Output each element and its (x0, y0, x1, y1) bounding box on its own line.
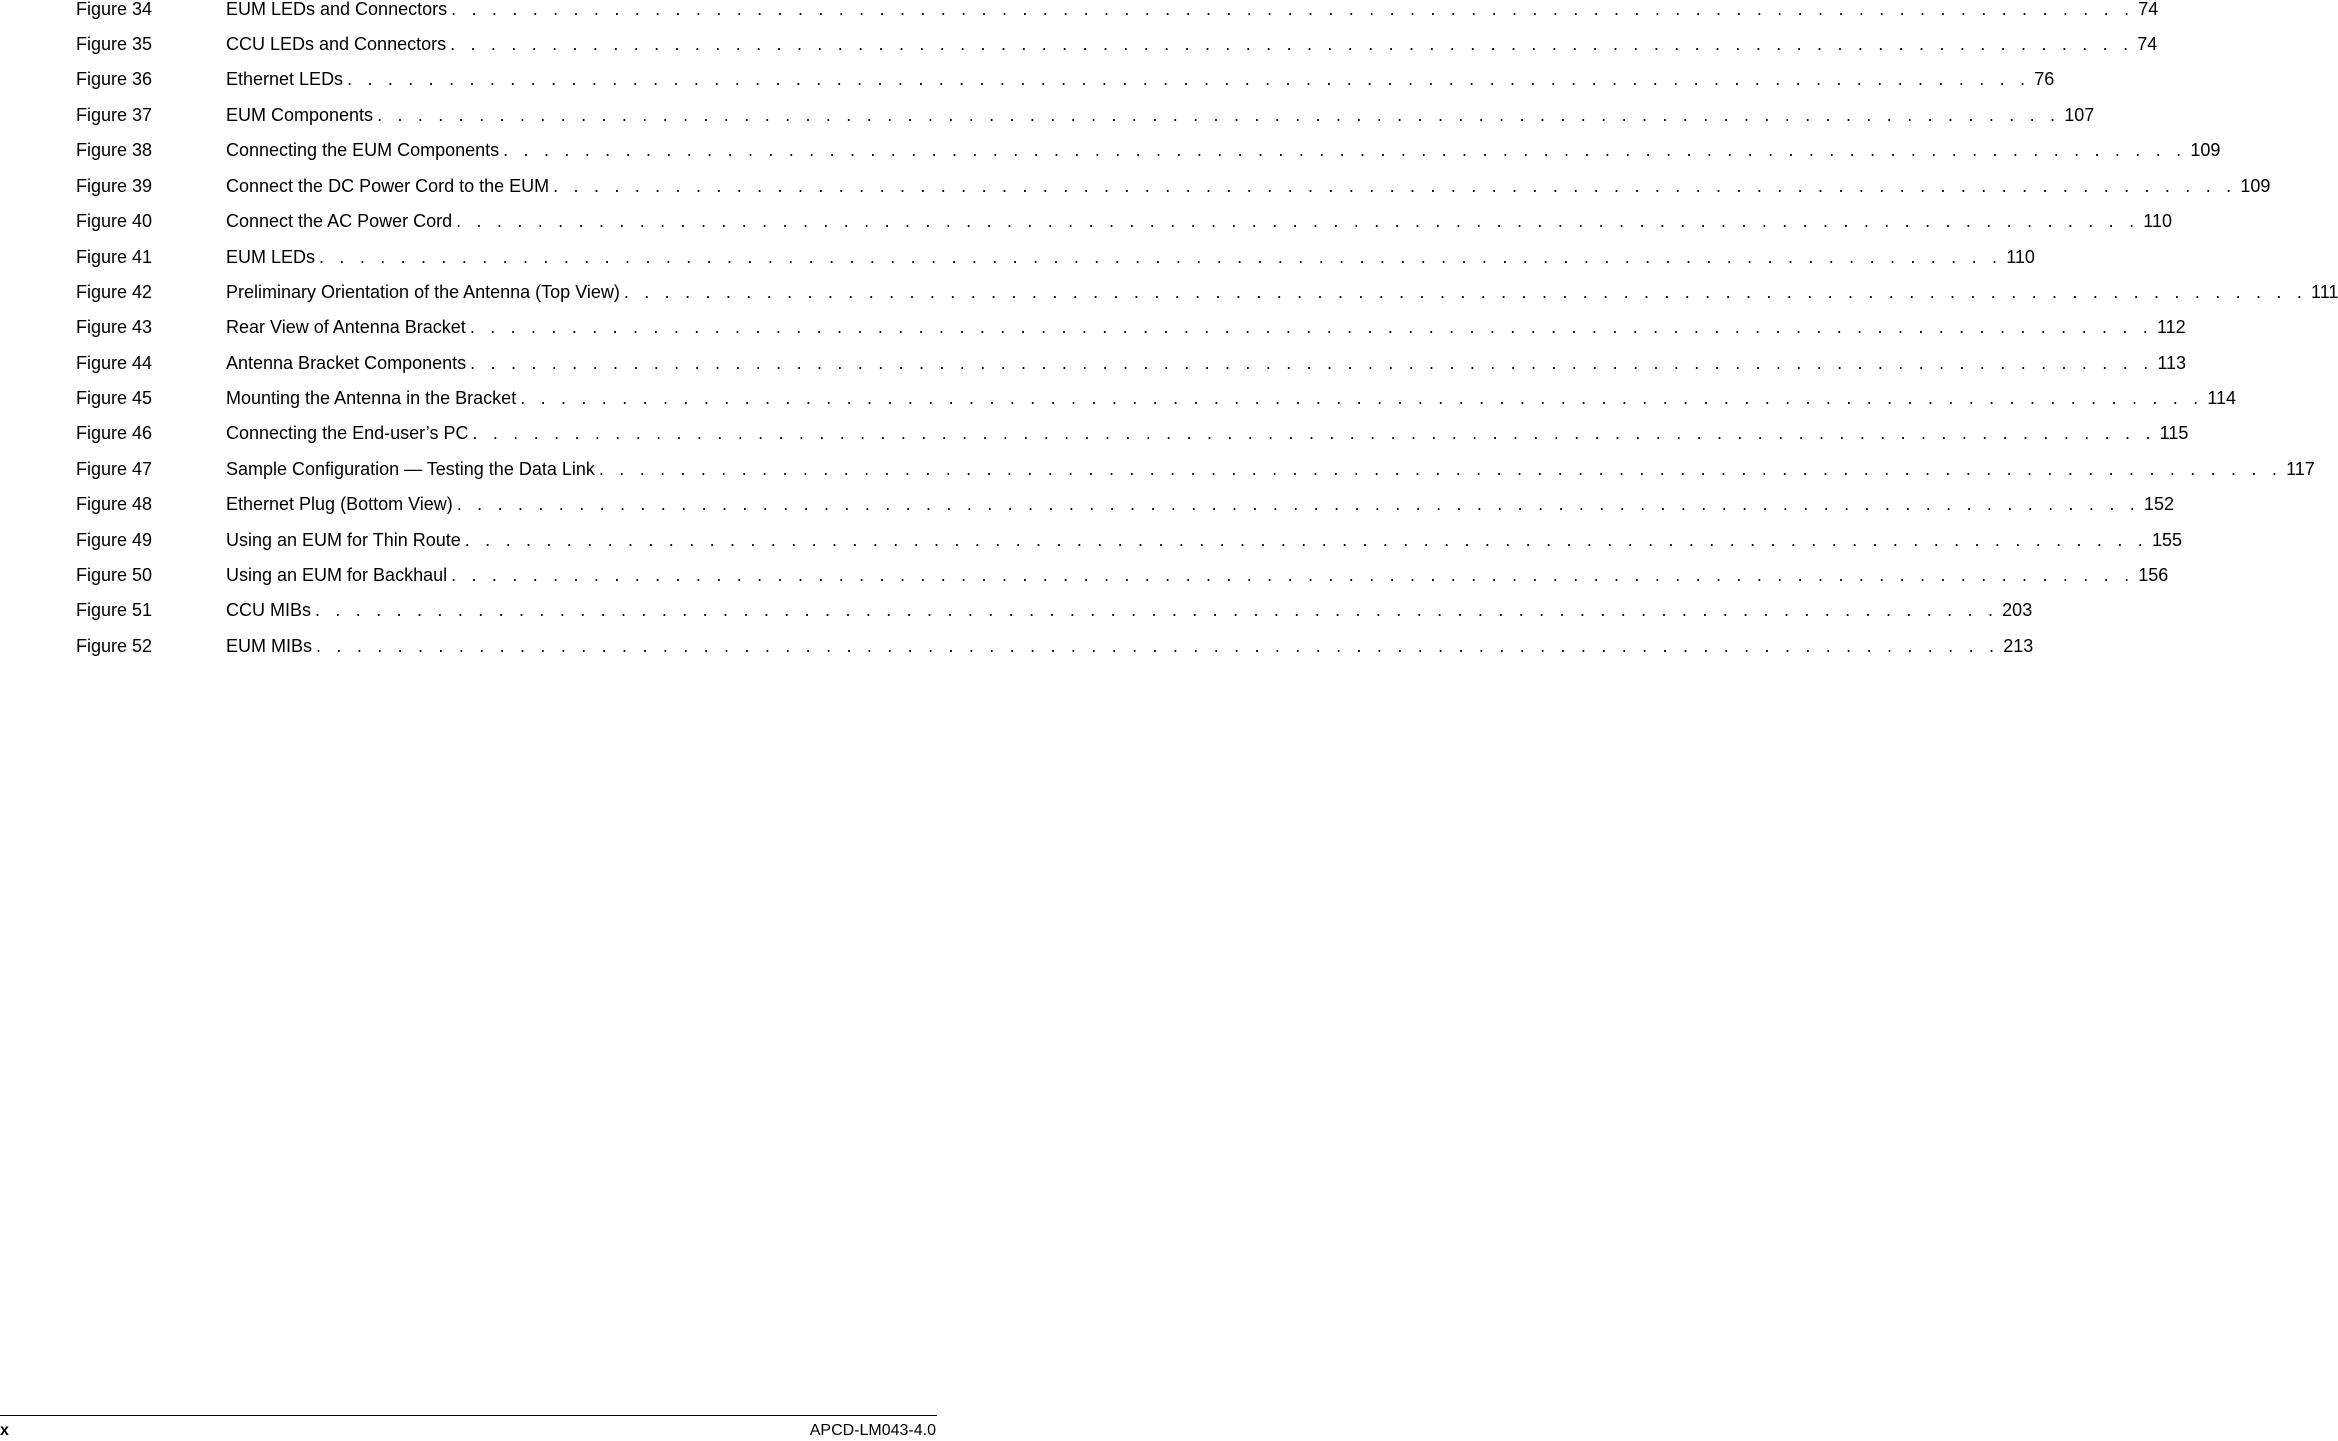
figure-title: Preliminary Orientation of the Antenna (Top View) (226, 282, 620, 302)
dot-leader: . . . . . . . . . . . . . . . . . . . . . . . . . . . . . . . . . . . . . . . . . . . . . . . . . . . . . . . . . . . . . . . . . . . . . . . . . . . . . . . . . . . (451, 0, 2135, 19)
figure-title: Connecting the EUM Components (226, 140, 500, 160)
toc-entry[interactable] (0, 175, 2271, 197)
figure-title: Connect the AC Power Cord (226, 211, 453, 231)
figure-label: Figure 40 (76, 211, 153, 231)
figure-label: Figure 51 (76, 600, 153, 620)
toc-entry[interactable] (0, 104, 2095, 126)
dot-leader: . . . . . . . . . . . . . . . . . . . . . . . . . . . . . . . . . . . . . . . . . . . . . . . . . . . . . . . . . . . . . . . . . . . . . . . . . . . . . . . . . . . (464, 530, 2148, 550)
toc-entry[interactable] (0, 352, 2187, 374)
figure-label: Figure 43 (76, 317, 153, 337)
figure-label: Figure 34 (76, 0, 153, 19)
dot-leader: . . . . . . . . . . . . . . . . . . . . . . . . . . . . . . . . . . . . . . . . . . . . . . . . . . . . . . . . . . . . . . . . . . . . . . . . . . . . . . . . . . . (520, 388, 2204, 408)
figure-title: Connecting the End-user’s PC (226, 423, 469, 443)
figure-label: Figure 42 (76, 282, 153, 302)
entry-line (226, 33, 2158, 55)
toc-entry[interactable] (0, 33, 2158, 55)
entry-line (226, 281, 2338, 303)
page-number: 117 (2286, 459, 2315, 479)
page-number: 155 (2151, 530, 2182, 550)
entry-line (226, 635, 2034, 657)
dot-leader: . . . . . . . . . . . . . . . . . . . . . . . . . . . . . . . . . . . . . . . . . . . . . . . . . . . . . . . . . . . . . . . . . . . . . . . . . . . . . . . . . . . (598, 459, 2283, 479)
figure-title: EUM LEDs and Connectors (226, 0, 448, 19)
page-number: 74 (2137, 34, 2158, 54)
figure-label: Figure 52 (76, 636, 153, 656)
toc-entry[interactable] (0, 564, 2169, 586)
entry-line (226, 104, 2095, 126)
entry-line (226, 458, 2315, 480)
page-number: 109 (2240, 176, 2271, 196)
toc-entry[interactable] (0, 316, 2186, 338)
figure-label: Figure 48 (76, 494, 153, 514)
figure-label: Figure 39 (76, 176, 153, 196)
toc-entry[interactable] (0, 139, 2221, 161)
toc-entry[interactable] (0, 458, 2315, 480)
entry-line (226, 493, 2174, 515)
footer-divider (0, 1415, 937, 1416)
figure-label: Figure 36 (76, 69, 153, 89)
entry-line (226, 68, 2055, 90)
toc-entry[interactable] (0, 387, 2237, 409)
figure-label: Figure 47 (76, 459, 153, 479)
page-number: 111 (2311, 282, 2338, 302)
figure-title: Connect the DC Power Cord to the EUM (226, 176, 550, 196)
dot-leader: . . . . . . . . . . . . . . . . . . . . . . . . . . . . . . . . . . . . . . . . . . . . . . . . . . . . . . . . . . . . . . . . . . . . . . . . . . . . . . . . . . . (319, 247, 2003, 267)
dot-leader: . . . . . . . . . . . . . . . . . . . . . . . . . . . . . . . . . . . . . . . . . . . . . . . . . . . . . . . . . . . . . . . . . . . . . . . . . . . . . . . . . . . (469, 317, 2153, 337)
dot-leader: . . . . . . . . . . . . . . . . . . . . . . . . . . . . . . . . . . . . . . . . . . . . . . . . . . . . . . . . . . . . . . . . . . . . . . . . . . . . . . . . . . . (450, 34, 2134, 54)
figure-label: Figure 46 (76, 423, 153, 443)
page-number: 114 (2207, 388, 2237, 408)
figure-title: Sample Configuration — Testing the Data Link (226, 459, 595, 479)
figure-title: Using an EUM for Thin Route (226, 530, 461, 550)
toc-entry[interactable] (0, 281, 2338, 303)
toc-entry[interactable] (0, 422, 2189, 444)
dot-leader: . . . . . . . . . . . . . . . . . . . . . . . . . . . . . . . . . . . . . . . . . . . . . . . . . . . . . . . . . . . . . . . . . . . . . . . . . . . . . . . . . . . (470, 353, 2154, 373)
toc-entry[interactable] (0, 246, 2035, 268)
entry-line (226, 0, 2159, 20)
page-number: 213 (2003, 636, 2034, 656)
dot-leader: . . . . . . . . . . . . . . . . . . . . . . . . . . . . . . . . . . . . . . . . . . . . . . . . . . . . . . . . . . . . . . . . . . . . . . . . . . . . . . . . . . . (623, 282, 2308, 302)
toc-entry[interactable] (0, 635, 2034, 657)
toc-entry[interactable] (0, 68, 2055, 90)
entry-line (226, 316, 2186, 338)
footer-document-id: APCD-LM043-4.0 (809, 1422, 936, 1439)
dot-leader: . . . . . . . . . . . . . . . . . . . . . . . . . . . . . . . . . . . . . . . . . . . . . . . . . . . . . . . . . . . . . . . . . . . . . . . . . . . . . . . . . . . (472, 423, 2156, 443)
entry-line (226, 529, 2182, 551)
entry-line (226, 139, 2221, 161)
figure-label: Figure 35 (76, 34, 153, 54)
figure-label: Figure 44 (76, 353, 153, 373)
dot-leader: . . . . . . . . . . . . . . . . . . . . . . . . . . . . . . . . . . . . . . . . . . . . . . . . . . . . . . . . . . . . . . . . . . . . . . . . . . . . . . . . . . . (451, 565, 2135, 585)
entry-line (226, 599, 2033, 621)
figure-label: Figure 38 (76, 140, 153, 160)
figure-title: Ethernet Plug (Bottom View) (226, 494, 453, 514)
entry-line (226, 387, 2237, 409)
figure-title: Using an EUM for Backhaul (226, 565, 448, 585)
entry-line (226, 210, 2172, 232)
figure-title: Mounting the Antenna in the Bracket (226, 388, 517, 408)
figure-title: CCU LEDs and Connectors (226, 34, 447, 54)
figure-label: Figure 45 (76, 388, 153, 408)
page-number: 113 (2157, 353, 2187, 373)
figure-title: Rear View of Antenna Bracket (226, 317, 466, 337)
toc-entry[interactable] (0, 493, 2174, 515)
page-number: 112 (2156, 317, 2186, 337)
page-number: 115 (2159, 423, 2189, 443)
entry-line (226, 175, 2271, 197)
page-number: 156 (2138, 565, 2169, 585)
toc-entry[interactable] (0, 0, 2159, 20)
figure-title: Ethernet LEDs (226, 69, 344, 89)
page-number: 109 (2190, 140, 2221, 160)
page-number: 203 (2002, 600, 2033, 620)
dot-leader: . . . . . . . . . . . . . . . . . . . . . . . . . . . . . . . . . . . . . . . . . . . . . . . . . . . . . . . . . . . . . . . . . . . . . . . . . . . . . . . . . . . (553, 176, 2237, 196)
figure-title: EUM Components (226, 105, 374, 125)
figure-title: CCU MIBs (226, 600, 311, 620)
dot-leader: . . . . . . . . . . . . . . . . . . . . . . . . . . . . . . . . . . . . . . . . . . . . . . . . . . . . . . . . . . . . . . . . . . . . . . . . . . . . . . . . . . . (347, 69, 2031, 89)
figure-label: Figure 41 (76, 247, 153, 267)
page-number: 107 (2064, 105, 2095, 125)
entry-line (226, 352, 2187, 374)
figure-label: Figure 37 (76, 105, 153, 125)
entry-line (226, 422, 2189, 444)
figure-title: EUM MIBs (226, 636, 313, 656)
dot-leader: . . . . . . . . . . . . . . . . . . . . . . . . . . . . . . . . . . . . . . . . . . . . . . . . . . . . . . . . . . . . . . . . . . . . . . . . . . . . . . . . . . . (316, 636, 2000, 656)
page-number: 110 (2006, 247, 2035, 267)
dot-leader: . . . . . . . . . . . . . . . . . . . . . . . . . . . . . . . . . . . . . . . . . . . . . . . . . . . . . . . . . . . . . . . . . . . . . . . . . . . . . . . . . . . (315, 600, 1999, 620)
dot-leader: . . . . . . . . . . . . . . . . . . . . . . . . . . . . . . . . . . . . . . . . . . . . . . . . . . . . . . . . . . . . . . . . . . . . . . . . . . . . . . . . . . . (503, 140, 2187, 160)
dot-leader: . . . . . . . . . . . . . . . . . . . . . . . . . . . . . . . . . . . . . . . . . . . . . . . . . . . . . . . . . . . . . . . . . . . . . . . . . . . . . . . . . . . (377, 105, 2061, 125)
page-number: 76 (2034, 69, 2055, 89)
page-number: 110 (2143, 211, 2172, 231)
entry-line (226, 564, 2169, 586)
figure-title: EUM LEDs (226, 247, 316, 267)
page-number: 152 (2143, 494, 2174, 514)
toc-entry[interactable] (0, 599, 2033, 621)
entry-line (226, 246, 2035, 268)
toc-entry[interactable] (0, 529, 2182, 551)
figure-label: Figure 49 (76, 530, 153, 550)
dot-leader: . . . . . . . . . . . . . . . . . . . . . . . . . . . . . . . . . . . . . . . . . . . . . . . . . . . . . . . . . . . . . . . . . . . . . . . . . . . . . . . . . . . (456, 494, 2140, 514)
figure-title: Antenna Bracket Components (226, 353, 467, 373)
page-number: 74 (2138, 0, 2159, 19)
footer-page-number: x (0, 1422, 9, 1439)
toc-entry[interactable] (0, 210, 2172, 232)
figure-label: Figure 50 (76, 565, 153, 585)
dot-leader: . . . . . . . . . . . . . . . . . . . . . . . . . . . . . . . . . . . . . . . . . . . . . . . . . . . . . . . . . . . . . . . . . . . . . . . . . . . . . . . . . . . (456, 211, 2140, 231)
